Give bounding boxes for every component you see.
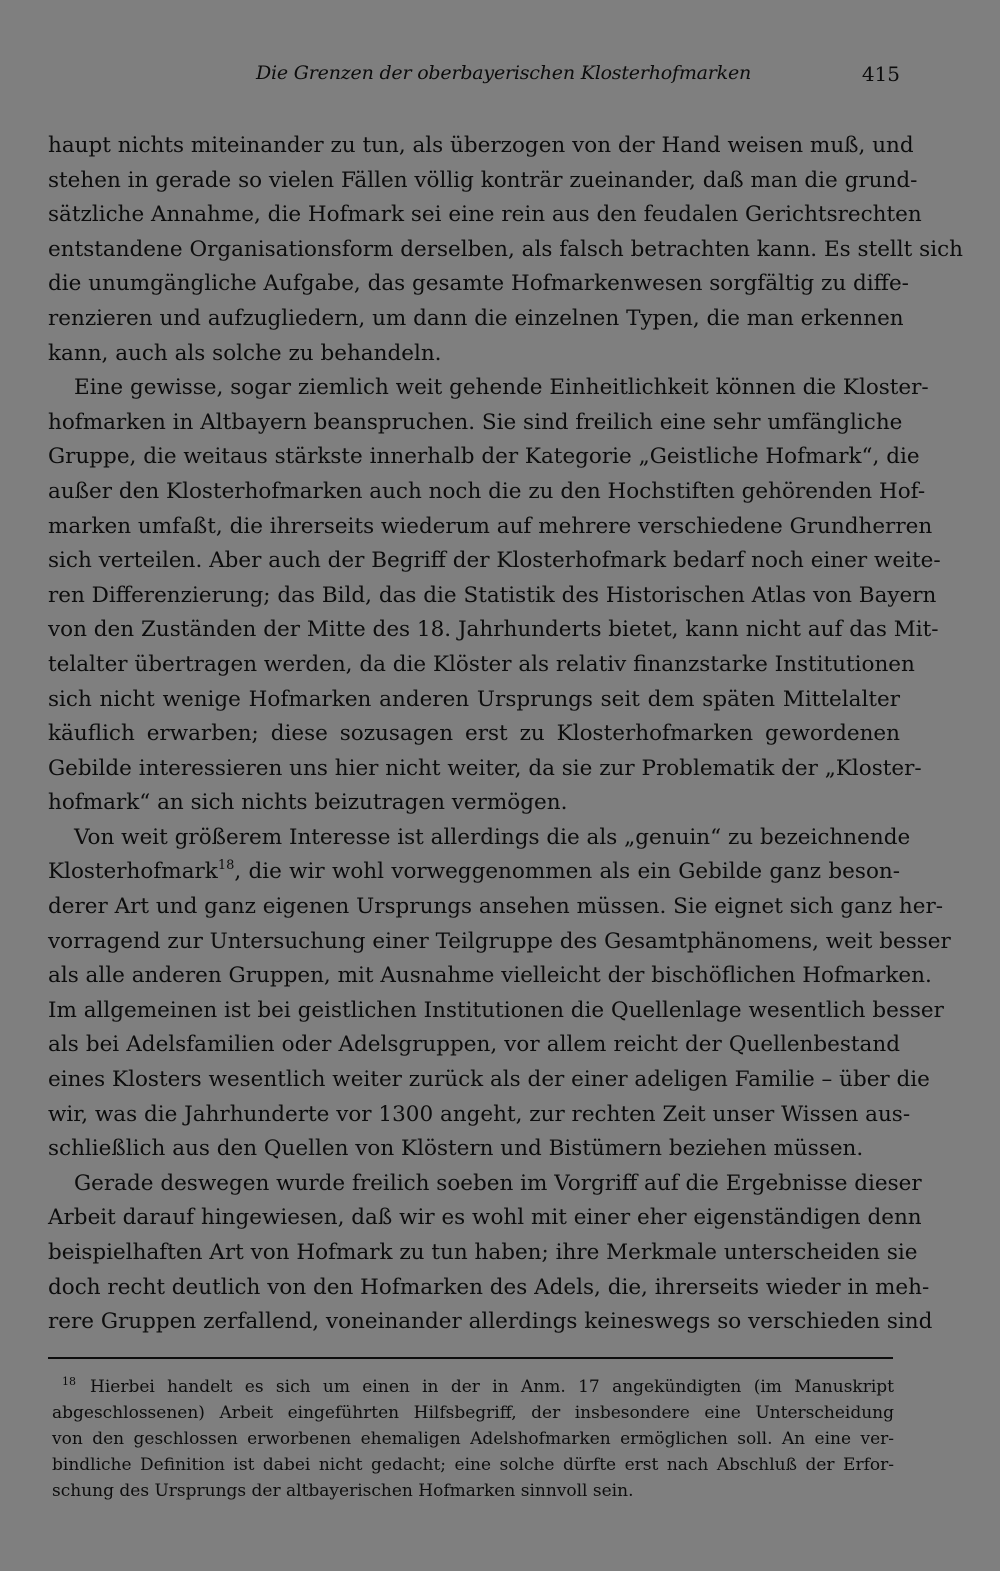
text-line: sich nicht wenige Hofmarken anderen Ursprungs seit dem späten Mittelalter (48, 686, 900, 712)
text-line: beispielhaften Art von Hofmark zu tun haben; ihre Merkmale unterscheiden sie (48, 1240, 918, 1265)
footnote-marker: 18 (62, 1375, 76, 1388)
text-line: kann, auch als solche zu behandeln. (48, 340, 442, 366)
text-line: rere Gruppen zerfallend, voneinander allerdings keineswegs so verschieden sind (48, 1309, 933, 1335)
footnote-line: abgeschlossenen) Arbeit eingeführten Hilfsbegriff, der insbesondere eine Unterscheidung (52, 1403, 894, 1423)
text-line: ren Differenzierung; das Bild, das die Statistik des Historischen Atlas von Bayern (48, 582, 937, 608)
text-line-with-note (48, 855, 900, 890)
text-line: als alle anderen Gruppen, mit Ausnahme vielleicht der bischöflichen Hofmarken. (48, 963, 932, 989)
text-line: renzieren und aufzugliedern, um dann die einzelnen Typen, die man erkennen (48, 305, 904, 331)
text-line: käuflich erwarben; diese sozusagen erst zu Klosterhofmarken gewordenen (48, 721, 900, 747)
text-line: sich verteilen. Aber auch der Begriff der Klosterhofmark bedarf noch einer weite- (48, 548, 941, 574)
text-line: entstandene Organisationsform derselben, als falsch betrachten kann. Es stellt sich (48, 236, 963, 262)
text-line: vorragend zur Untersuchung einer Teilgruppe des Gesamtphänomens, weit besser (48, 928, 951, 954)
text-line: die unumgängliche Aufgabe, das gesamte Hofmarkenwesen sorgfältig zu diffe- (48, 271, 909, 297)
text-line: Gerade deswegen wurde freilich soeben im Vorgriff auf die Ergebnisse dieser (74, 1170, 922, 1196)
running-title: Die Grenzen der oberbayerischen Klosterhofmarken (256, 62, 752, 84)
text-line: wir, was die Jahrhunderte vor 1300 angeht, zur rechten Zeit unser Wissen aus- (48, 1101, 911, 1127)
text-line: marken umfaßt, die ihrerseits wiederum auf mehrere verschiedene Grundherren (48, 513, 933, 539)
body-text (48, 129, 963, 1340)
text-fragment: , die wir wohl vorweggenommen als ein Gebilde ganz beson- (234, 859, 900, 885)
text-line: stehen in gerade so vielen Fällen völlig konträr zueinander, daß man die grund- (48, 167, 918, 193)
footnote (52, 1374, 894, 1504)
page-number: 415 (861, 62, 900, 86)
footnote-line: bindliche Definition ist dabei nicht gedacht; eine solche dürfte erst nach Abschluß der Erfor- (52, 1455, 894, 1475)
text-line: Arbeit darauf hingewiesen, daß wir es wohl mit einer eher eigenständigen denn (48, 1205, 922, 1231)
footnote-divider (48, 1357, 893, 1359)
text-line: telalter übertragen werden, da die Klöster als relativ finanzstarke Institutionen (48, 651, 915, 677)
text-line: Gruppe, die weitaus stärkste innerhalb der Kategorie „Geistliche Hofmark“, die (48, 444, 920, 470)
text-line: Eine gewisse, sogar ziemlich weit gehende Einheitlichkeit können die Kloster- (74, 375, 929, 401)
text-line: außer den Klosterhofmarken auch noch die zu den Hochstiften gehörenden Hof- (48, 478, 926, 504)
text-line: von den Zuständen der Mitte des 18. Jahrhunderts bietet, kann nicht auf das Mit- (48, 617, 939, 643)
text-line: Im allgemeinen ist bei geistlichen Institutionen die Quellenlage wesentlich besser (48, 997, 944, 1023)
running-head (48, 62, 900, 92)
footnote-line (52, 1374, 894, 1400)
text-line: eines Klosters wesentlich weiter zurück als der einer adeligen Familie – über die (48, 1067, 930, 1093)
footnote-line: schung des Ursprungs der altbayerischen Hofmarken sinnvoll sein. (52, 1481, 634, 1501)
text-line: hofmark“ an sich nichts beizutragen vermögen. (48, 790, 568, 816)
text-line: haupt nichts miteinander zu tun, als überzogen von der Hand weisen muß, und (48, 133, 914, 158)
text-line: Gebilde interessieren uns hier nicht weiter, da sie zur Problematik der „Kloster- (48, 755, 922, 781)
text-line: als bei Adelsfamilien oder Adelsgruppen, vor allem reicht der Quellenbestand (48, 1032, 900, 1058)
footnote-text: Hierbei handelt es sich um einen in der in Anm. 17 angekündigten (im Manuskript (90, 1377, 894, 1397)
text-line: schließlich aus den Quellen von Klöstern und Bistümern beziehen müssen. (48, 1136, 864, 1162)
text-fragment: Klosterhofmark (48, 859, 218, 885)
text-line: doch recht deutlich von den Hofmarken des Adels, die, ihrerseits wieder in meh- (48, 1274, 930, 1300)
footnote-line: von den geschlossen erworbenen ehemaligen Adelshofmarken ermöglichen soll. An eine ver- (52, 1429, 894, 1449)
text-line: sätzliche Annahme, die Hofmark sei eine rein aus den feudalen Gerichtsrechten (48, 202, 922, 228)
text-line: hofmarken in Altbayern beanspruchen. Sie sind freilich eine sehr umfängliche (48, 409, 903, 435)
text-line: derer Art und ganz eigenen Ursprungs ansehen müssen. Sie eignet sich ganz her- (48, 894, 944, 920)
text-line: Von weit größerem Interesse ist allerdings die als „genuin“ zu bezeichnende (74, 824, 911, 850)
footnote-reference[interactable]: 18 (217, 858, 235, 874)
